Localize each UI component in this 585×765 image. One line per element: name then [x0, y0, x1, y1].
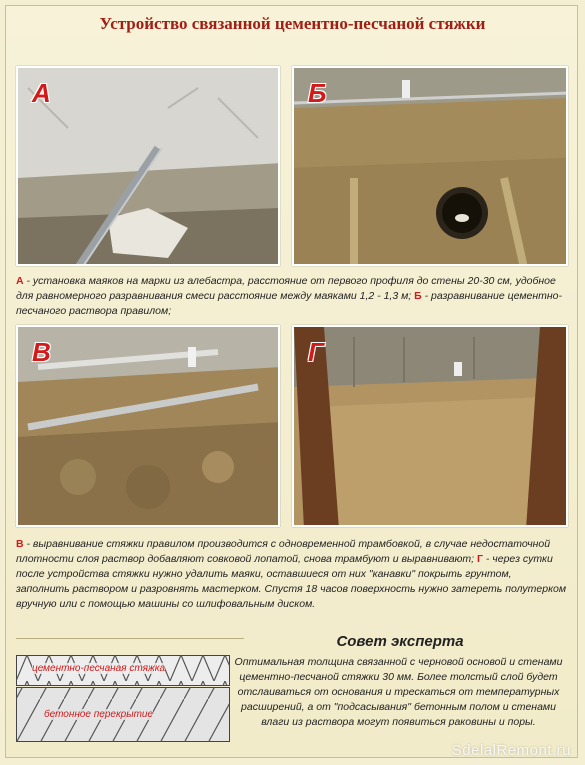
page-title: Устройство связанной цементно-песчаной стяжки	[99, 14, 486, 33]
photo-g	[292, 325, 568, 527]
photo-b-letter: Б	[308, 78, 327, 108]
photo-g-letter: Г	[308, 337, 324, 367]
caption-b-text: - разравнивание цементно-песчаного раствора правилом;	[16, 290, 562, 317]
photo-v-letter: В	[32, 337, 51, 367]
expert-title: Совет эксперта	[336, 633, 464, 650]
caption-a-label: А	[16, 275, 24, 287]
watermark: SdelalRemont.ru	[451, 742, 571, 759]
caption-g-label: Г	[477, 553, 483, 565]
photo-a-letter: А	[32, 78, 51, 108]
photo-a-image	[18, 68, 280, 266]
caption-a-text: - установка маяков на марки из алебастра, расстояние от первого профиля до стены 20-30 см, удобное для равномерного разравнивания смеси расстояние между маяками 1,2 - 1,3 м;	[16, 275, 556, 302]
layer-top-label: цементно-песчаная стяжка	[32, 663, 166, 674]
caption-a-b	[16, 274, 568, 319]
layer-bottom-label: бетонное перекрытие	[44, 709, 154, 720]
photo-g-image	[294, 327, 568, 527]
caption-v-text: - выравнивание стяжки правилом производится с одновременной трамбовкой, в случае недостаточной плотности слоя раствор добавляют совковой лопатой, снова трамбуют и выравнивают;	[16, 538, 551, 565]
photo-b	[292, 66, 568, 266]
photo-v-image	[18, 327, 280, 527]
section-divider	[16, 638, 244, 639]
caption-g-text: - через сутки после устройства стяжки нужно удалить маяки, оставшиеся от них "канавки" покрыть грунтом, заполнить раствором и разровнять мастерком. Спустя 18 часов поверхность нужно затереть полутерком вручную или с помощью машины со шлифовальным диском.	[16, 553, 567, 610]
caption-b-label: Б	[414, 290, 422, 302]
caption-v-g	[16, 537, 568, 612]
caption-v-label: В	[16, 538, 24, 550]
expert-text: Оптимальная толщина связанной с черновой основой и стенами цементно-песчаной стяжки 30 мм. Более толстый слой будет отслаиваться от основания и трескаться от температурных расширений, а от "подсасывания" бетонным полом и стенами влаги из раствора могут появиться раковины и поры.	[234, 656, 563, 728]
layer-diagram	[16, 655, 230, 743]
photo-b-image	[294, 68, 568, 266]
photo-v	[16, 325, 280, 527]
photo-a	[16, 66, 280, 266]
